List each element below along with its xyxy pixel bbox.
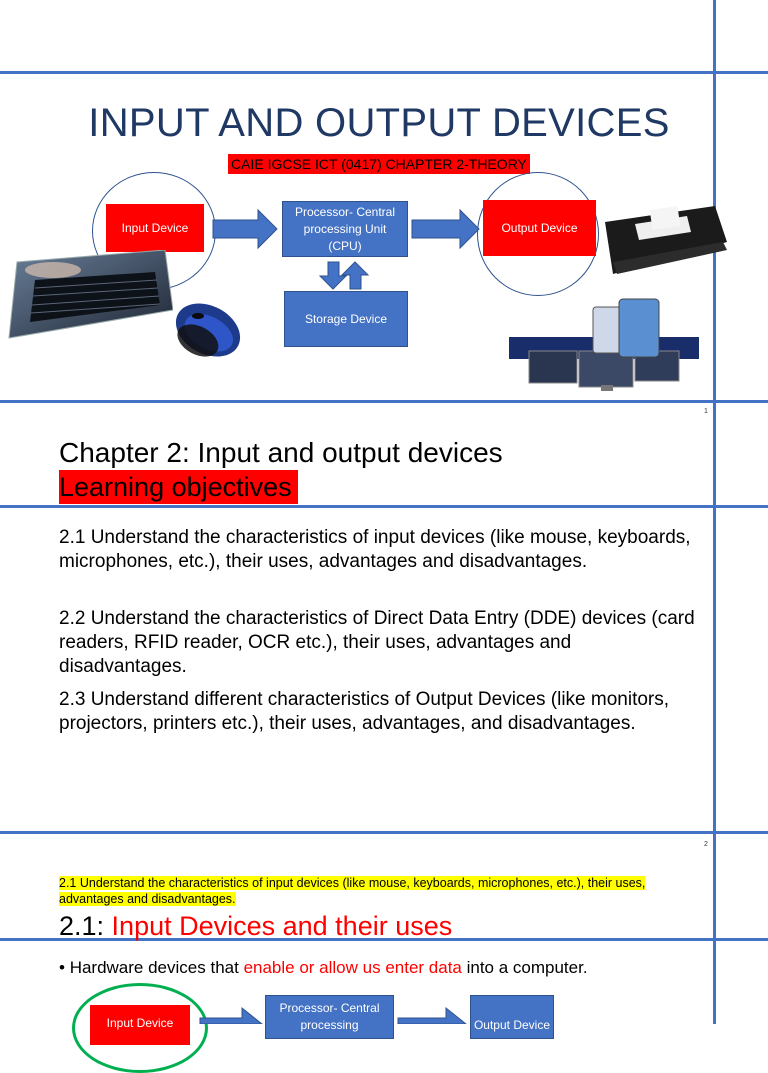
learning-objectives-label: Learning objectives xyxy=(59,470,298,504)
arrow-right-icon xyxy=(200,1008,262,1024)
bullet-item xyxy=(59,957,588,979)
chapter-heading: Chapter 2: Input and output devices xyxy=(59,437,503,468)
objective-item: 2.3 Understand different characteristics of Output Devices (like monitors, projectors, printers etc.), their uses, advantages, and disadvantages. xyxy=(59,689,670,734)
arrow-right-icon xyxy=(213,210,277,248)
highlight-note xyxy=(59,875,709,907)
objective-item: 2.2 Understand the characteristics of Direct Data Entry (DDE) devices (card readers, RFID reader, OCR etc.), their uses, advantages and disadvantages. xyxy=(59,608,695,677)
page-number: 2 xyxy=(704,841,708,848)
highlight-note-text: 2.1 Understand the characteristics of input devices (like mouse, keyboards, microphones, etc.), their uses, advantages and disadvantages. xyxy=(59,876,646,906)
section-number: 2.1: xyxy=(59,911,112,941)
displays-image xyxy=(509,297,701,393)
slide-separator xyxy=(0,831,768,834)
objective-item: 2.1 Understand the characteristics of input devices (like mouse, keyboards, microphones, etc.), their uses, advantages and disadvantages. xyxy=(59,527,691,572)
page-number: 1 xyxy=(704,408,708,415)
keyboard-image xyxy=(5,250,173,340)
input-device-box: Input Device xyxy=(106,204,204,252)
section-heading xyxy=(59,909,452,943)
storage-device-box: Storage Device xyxy=(284,291,408,347)
arrow-right-icon xyxy=(412,210,479,248)
mouse-image xyxy=(168,296,246,364)
output-device-box: Output Device xyxy=(470,995,554,1039)
output-device-box: Output Device xyxy=(483,200,596,256)
arrow-right-icon xyxy=(398,1008,466,1024)
bullet-icon: • xyxy=(59,958,70,977)
diagram-arrows xyxy=(0,980,768,1024)
bullet-emphasis: enable or allow us enter data xyxy=(243,958,462,977)
processor-box: Processor- Central processing Unit (CPU) xyxy=(282,201,408,257)
slide-separator xyxy=(0,400,768,403)
bullet-text: Hardware devices that xyxy=(69,958,244,977)
section-title: Input Devices and their uses xyxy=(111,911,453,941)
processor-box: Processor- Central processing xyxy=(265,995,394,1039)
slide-title: INPUT AND OUTPUT DEVICES xyxy=(88,101,670,145)
input-device-box: Input Device xyxy=(90,1005,190,1045)
arrow-up-icon xyxy=(342,262,368,289)
slide-separator xyxy=(0,505,768,508)
bullet-text: into a computer. xyxy=(461,958,588,977)
printer-image xyxy=(595,202,729,278)
slide-subtitle: CAIE IGCSE ICT (0417) CHAPTER 2-THEORY xyxy=(228,154,530,174)
